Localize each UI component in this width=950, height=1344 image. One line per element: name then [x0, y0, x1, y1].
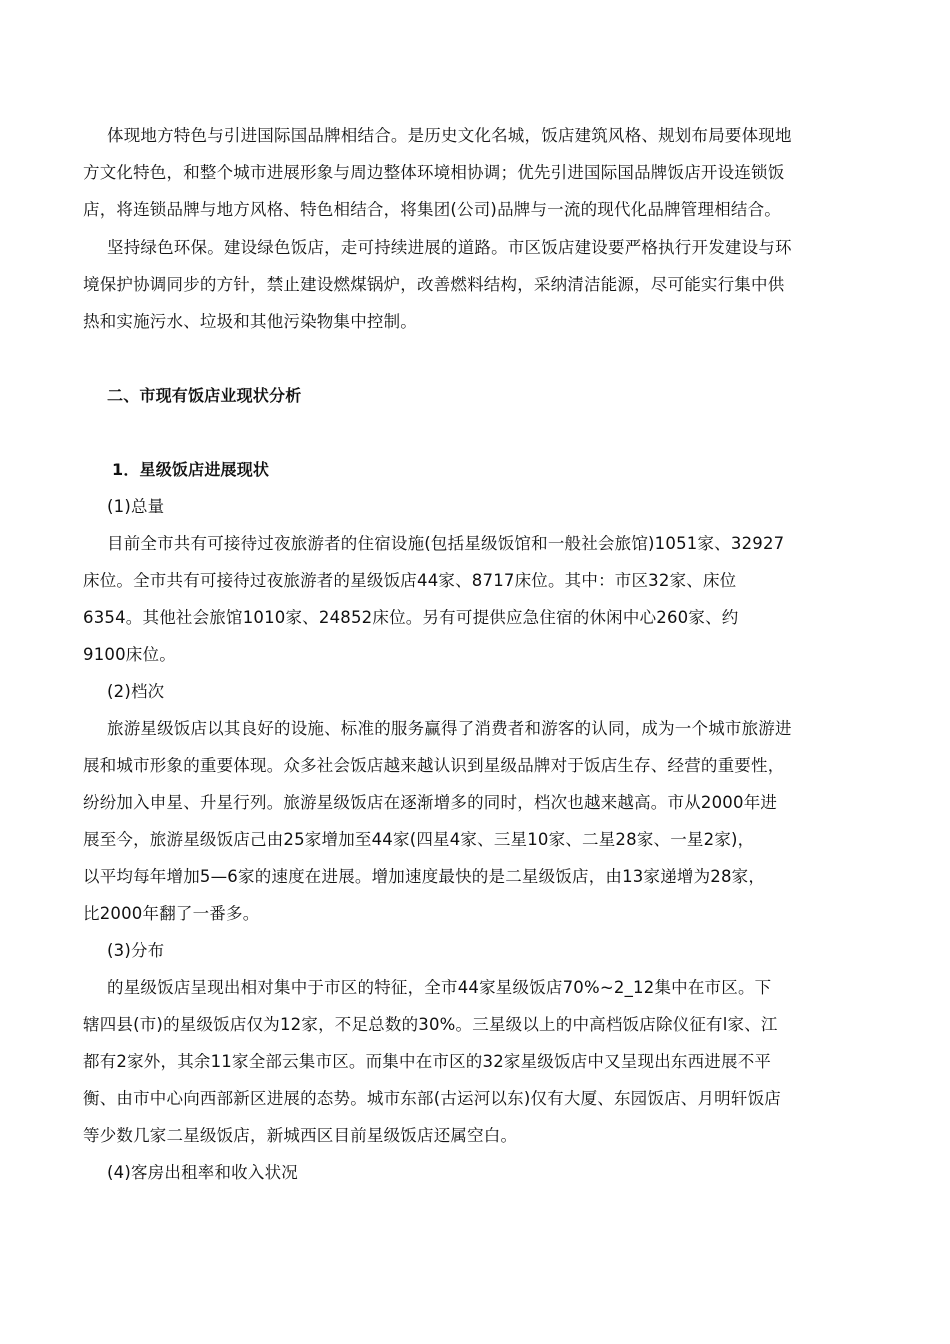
paragraph-line: 辖四县(市)的星级饭店仅为12家，不足总数的30%。三星级以上的中高档饭店除仪征有l家、江 [83, 1015, 778, 1034]
paragraph-line: 体现地方特色与引进国际国品牌相结合。是历史文化名城，饭店建筑风格、规划布局要体现地 [107, 126, 792, 145]
item-label: (2)档次 [107, 682, 165, 701]
paragraph-line: 方文化特色，和整个城市进展形象与周边整体环境相协调；优先引进国际国品牌饭店开设连锁饭 [83, 163, 785, 182]
item-label: (4)客房出租率和收入状况 [107, 1163, 298, 1182]
paragraph-line: 店，将连锁品牌与地方风格、特色相结合，将集团(公司)品牌与一流的现代化品牌管理相结合。 [83, 200, 781, 219]
section-heading: 二、市现有饭店业现状分析 [107, 386, 302, 405]
paragraph-line: 以平均每年增加5—6家的速度在进展。增加速度最快的是二星级饭店，由13家递增为28家， [83, 867, 766, 886]
paragraph-line: 6354。其他社会旅馆1010家、24852床位。另有可提供应急住宿的休闲中心260家、约 [83, 608, 739, 627]
paragraph-line: 都有2家外，其余11家全部云集市区。而集中在市区的32家星级饭店中又呈现出东西进展不平 [83, 1052, 772, 1071]
subsection-heading: 1．星级饭店进展现状 [112, 460, 270, 479]
paragraph-line: 境保护协调同步的方针，禁止建设燃煤锅炉，改善燃料结构，采纳清洁能源，尽可能实行集中供 [83, 275, 785, 294]
paragraph-line: 展和城市形象的重要体现。众多社会饭店越来越认识到星级品牌对于饭店生存、经营的重要性， [83, 756, 785, 775]
item-label: (3)分布 [107, 941, 165, 960]
paragraph-line: 坚持绿色环保。建设绿色饭店，走可持续进展的道路。市区饭店建设要严格执行开发建设与环 [107, 238, 792, 257]
paragraph-line: 9100床位。 [83, 645, 176, 664]
item-label: (1)总量 [107, 497, 165, 516]
paragraph-line: 的星级饭店呈现出相对集中于市区的特征，全市44家星级饭店70%~2_12集中在市区。下 [107, 978, 772, 997]
paragraph-line: 衡、由市中心向西部新区进展的态势。城市东部(古运河以东)仅有大厦、东园饭店、月明轩饭店 [83, 1089, 781, 1108]
paragraph-line: 热和实施污水、垃圾和其他污染物集中控制。 [83, 312, 417, 331]
paragraph-line: 纷纷加入申星、升星行列。旅游星级饭店在逐渐增多的同时，档次也越来越高。市从2000年进 [83, 793, 778, 812]
paragraph-line: 目前全市共有可接待过夜旅游者的住宿设施(包括星级饭馆和一般社会旅馆)1051家、32927 [107, 534, 785, 553]
paragraph-line: 比2000年翻了一番多。 [83, 904, 260, 923]
paragraph-line: 床位。全市共有可接待过夜旅游者的星级饭店44家、8717床位。其中：市区32家、床位 [83, 571, 737, 590]
paragraph-line: 旅游星级饭店以其良好的设施、标准的服务赢得了消费者和游客的认同，成为一个城市旅游进 [107, 719, 792, 738]
paragraph-line: 等少数几家二星级饭店，新城西区目前星级饭店还属空白。 [83, 1126, 518, 1145]
paragraph-line: 展至今，旅游星级饭店己由25家增加至44家(四星4家、三星10家、二星28家、一星2家)， [83, 830, 755, 849]
